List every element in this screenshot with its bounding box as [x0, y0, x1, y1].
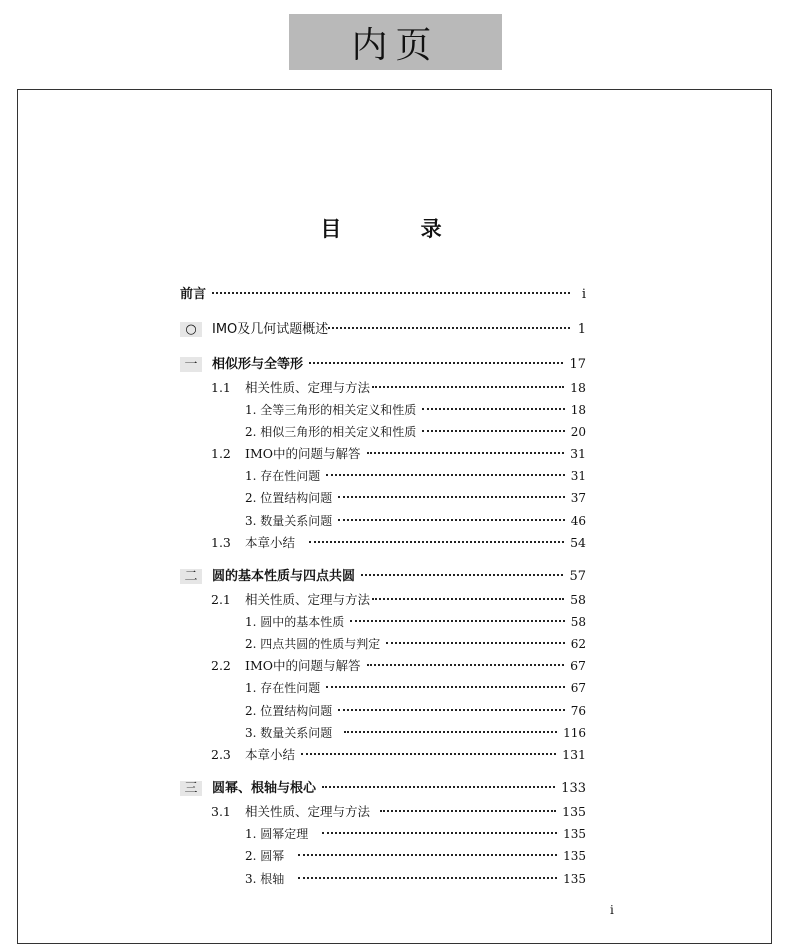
dot-leader — [309, 362, 563, 364]
toc-page-number: 1 — [577, 322, 586, 337]
toc-entry-label: 相关性质、定理与方法 — [245, 380, 371, 395]
toc-page-number: 57 — [569, 569, 586, 584]
toc-entry-subitem[interactable] — [245, 723, 586, 743]
toc-entry-label: 本章小结 — [245, 535, 296, 550]
toc-entry-label: IMO中的问题与解答 — [245, 446, 361, 461]
toc-entry-label: 1. 存在性问题 — [245, 469, 321, 483]
toc-entry-chapter-1[interactable] — [180, 355, 586, 375]
section-number: 1.1 — [211, 380, 231, 395]
dot-leader — [298, 854, 557, 856]
dot-leader — [422, 430, 564, 432]
toc-entry-section[interactable] — [211, 590, 586, 610]
toc-entry-label: 2. 位置结构问题 — [245, 491, 333, 505]
dot-leader — [326, 686, 564, 688]
toc-page-number: 76 — [570, 704, 586, 718]
toc-entry-label: 前言 — [180, 287, 207, 302]
toc-page-number: 135 — [562, 804, 586, 819]
toc-entry-section[interactable] — [211, 378, 586, 398]
toc-entry-subitem[interactable] — [245, 400, 586, 420]
toc-entry-label: 2. 圆幂 — [245, 849, 285, 863]
toc-page-number: 31 — [570, 469, 586, 483]
toc-entry-label: 相关性质、定理与方法 — [245, 592, 371, 607]
dot-leader — [344, 731, 557, 733]
toc-page-number: i — [581, 287, 586, 302]
section-number: 2.3 — [211, 747, 231, 762]
dot-leader — [350, 620, 564, 622]
toc-page-number: 37 — [570, 491, 586, 505]
section-number: 1.2 — [211, 446, 231, 461]
dot-leader — [322, 832, 557, 834]
toc-page-number: 131 — [562, 747, 586, 762]
dot-leader — [367, 452, 565, 454]
toc-entry-label: 3. 数量关系问题 — [245, 514, 333, 528]
header-banner — [289, 14, 502, 70]
section-number: 2.2 — [211, 658, 231, 673]
toc-entry-label: 1. 存在性问题 — [245, 681, 321, 695]
toc-entry-label: 2. 四点共圆的性质与判定 — [245, 637, 381, 651]
toc-entry-subitem[interactable] — [245, 612, 586, 632]
toc-page-number: 31 — [570, 446, 586, 461]
dot-leader — [422, 408, 564, 410]
toc-page-number: 58 — [570, 592, 586, 607]
toc-entry-label: IMO及几何试题概述 — [212, 322, 329, 337]
toc-entry-label: 相似形与全等形 — [212, 357, 304, 372]
toc-page-number: 135 — [563, 827, 586, 841]
toc-entry-subitem[interactable] — [245, 422, 586, 442]
dot-leader — [372, 386, 564, 388]
section-number: 1.3 — [211, 535, 231, 550]
dot-leader — [322, 786, 555, 788]
toc-entry-subitem[interactable] — [245, 511, 586, 531]
header-label: 内页 — [351, 24, 440, 66]
chapter-number: 一 — [180, 357, 202, 372]
chapter-number: 三 — [180, 781, 202, 796]
toc-page-number: 67 — [570, 681, 586, 695]
toc-entry-label: 3. 数量关系问题 — [245, 726, 333, 740]
dot-leader — [338, 496, 564, 498]
section-number: 2.1 — [211, 592, 231, 607]
toc-page-number: 116 — [563, 726, 586, 740]
toc-entry-subitem[interactable] — [245, 824, 586, 844]
toc-page-number: 17 — [569, 357, 586, 372]
toc-entry-label: 2. 位置结构问题 — [245, 704, 333, 718]
toc-page-number: 135 — [563, 849, 586, 863]
toc-entry-label: 1. 全等三角形的相关定义和性质 — [245, 403, 417, 417]
dot-leader — [309, 541, 564, 543]
dot-leader — [386, 642, 564, 644]
dot-leader — [301, 753, 556, 755]
toc-page-number: 58 — [570, 615, 586, 629]
toc-page-number: 135 — [563, 872, 586, 886]
dot-leader — [298, 877, 557, 879]
toc-entry-subitem[interactable] — [245, 488, 586, 508]
toc-page-number: 133 — [561, 781, 586, 796]
toc-entry-label: 1. 圆幂定理 — [245, 827, 309, 841]
toc-entry-label: 圆的基本性质与四点共圆 — [212, 569, 356, 584]
toc-entry-subitem[interactable] — [245, 634, 586, 654]
toc-entry-section[interactable] — [211, 444, 586, 464]
toc-entry-chapter-2[interactable] — [180, 567, 586, 587]
dot-leader — [326, 474, 564, 476]
toc-page-number: 46 — [570, 514, 586, 528]
toc-entry-label: 2. 相似三角形的相关定义和性质 — [245, 425, 417, 439]
toc-page-number: 67 — [570, 658, 586, 673]
toc-page-number: 62 — [570, 637, 586, 651]
toc-entry-label: 3. 根轴 — [245, 872, 285, 886]
toc-entry-preface[interactable] — [180, 285, 586, 305]
toc-entry-section[interactable] — [211, 656, 586, 676]
toc-entry-section[interactable] — [211, 533, 586, 553]
dot-leader — [338, 709, 564, 711]
toc-entry-label: 1. 圆中的基本性质 — [245, 615, 345, 629]
toc-page-number: 18 — [570, 403, 586, 417]
toc-entry-label: 本章小结 — [245, 747, 296, 762]
toc-entry-section[interactable] — [211, 802, 586, 822]
toc-title: 目 录 — [320, 217, 478, 241]
dot-leader — [361, 574, 563, 576]
toc-entry-subitem[interactable] — [245, 466, 586, 486]
toc-page-number: 20 — [570, 425, 586, 439]
toc-entry-subitem[interactable] — [245, 701, 586, 721]
toc-entry-section[interactable] — [211, 745, 586, 765]
section-number: 3.1 — [211, 804, 231, 819]
chapter-number-circle: ○ — [180, 322, 202, 337]
toc-entry-label: 相关性质、定理与方法 — [245, 804, 371, 819]
toc-entry-label: 圆幂、根轴与根心 — [212, 781, 317, 796]
toc-entry-label: IMO中的问题与解答 — [245, 658, 361, 673]
toc-page-number: 54 — [570, 535, 586, 550]
toc-entry-chapter-0[interactable] — [180, 320, 586, 340]
dot-leader — [328, 327, 570, 329]
dot-leader — [212, 292, 570, 294]
dot-leader — [380, 810, 556, 812]
toc-entry-subitem[interactable] — [245, 869, 586, 889]
chapter-number: 二 — [180, 569, 202, 584]
page-folio: i — [610, 903, 614, 917]
toc-entry-subitem[interactable] — [245, 846, 586, 866]
toc-entry-subitem[interactable] — [245, 678, 586, 698]
dot-leader — [372, 598, 564, 600]
dot-leader — [338, 519, 564, 521]
toc-page-number: 18 — [570, 380, 586, 395]
toc-entry-chapter-3[interactable] — [180, 779, 586, 799]
dot-leader — [367, 664, 565, 666]
